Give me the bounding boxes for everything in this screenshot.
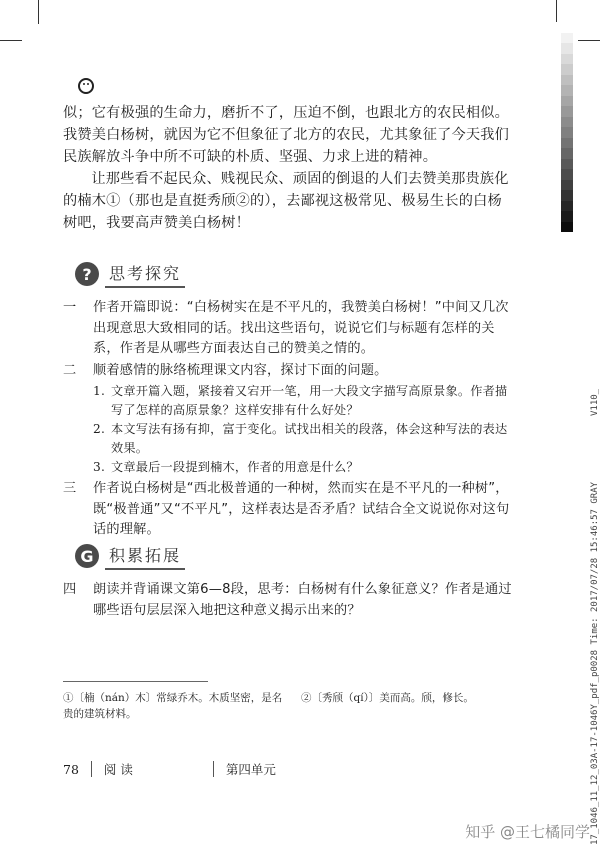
question-mark-icon: ?	[75, 262, 99, 286]
footer-separator	[91, 761, 92, 777]
section-title: 积累拓展	[105, 543, 185, 570]
footnotes	[63, 690, 513, 722]
printer-metadata: 17_1046_11_12_03A-17-1046Y_pdf_p0028 Time: 2017/07/28 15:46:57 GRAY	[590, 481, 600, 845]
sub-question-text: 文章开篇入题，紧接着又宕开一笔，用一大段文字描写高原景象。作者描写了怎样的高原景象？这样安排有什么好处？	[111, 384, 508, 417]
sub-question-item	[63, 420, 513, 458]
question-item	[63, 479, 513, 541]
question-text: 作者开篇即说：“白杨树实在是不平凡的，我赞美白杨树！”中间又几次出现意思大致相同的话。找出这些语句，说说它们与标题有怎样的关系，作者是从哪些方面表达自己的赞美之情的。	[93, 300, 509, 356]
question-text: 作者说白杨树是“西北极普通的一种树，然而实在是不平凡的一种树”，既“极普通”又“不平凡”，这样表达是否矛盾？试结合全文说说你对这句话的理解。	[93, 481, 510, 537]
smiley-icon	[78, 78, 94, 94]
body-paragraph-1: 似；它有极强的生命力，磨折不了，压迫不倒，也跟北方的农民相似。我赞美白杨树，就因为它不但象征了北方的农民，尤其象征了今天我们民族解放斗争中所不可缺的朴质、坚强、力求上进的精神。	[63, 105, 510, 165]
question-item	[63, 298, 513, 360]
question-number: 一	[63, 300, 77, 315]
body-text	[63, 102, 513, 234]
footer-unit-label: 第四单元	[225, 762, 276, 777]
sub-question-text: 文章最后一段提到楠木，作者的用意是什么？	[111, 460, 359, 474]
expand-arrow-icon: G	[75, 544, 99, 568]
body-paragraph-2: 让那些看不起民众、贱视民众、顽固的倒退的人们去赞美那贵族化的楠木①（那也是直挺秀颀②的），去鄙视这极常见、极易生长的白杨树吧，我要高声赞美白杨树！	[63, 171, 509, 231]
section-header-accumulate	[75, 542, 185, 570]
grayscale-calibration-strip	[561, 22, 573, 232]
section-title: 思考探究	[105, 261, 185, 288]
question-number: 三	[63, 481, 77, 496]
question-list-thinking	[63, 298, 513, 542]
section-header-thinking	[75, 260, 185, 288]
page-footer	[63, 760, 276, 778]
footer-separator	[213, 761, 214, 777]
question-text: 顺着感情的脉络梳理课文内容，探讨下面的问题。	[93, 362, 388, 378]
sub-question-number: 1.	[93, 384, 106, 398]
watermark: 知乎 @王七橘同学	[465, 823, 590, 841]
crop-mark-top-right-h	[578, 40, 600, 41]
question-list-accumulate	[63, 580, 513, 622]
sub-question-text: 本文写法有扬有抑，富于变化。试找出相关的段落，体会这种写法的表达效果。	[111, 422, 508, 455]
sub-question-number: 2.	[93, 422, 106, 436]
sub-question-number: 3.	[93, 460, 106, 474]
footnote-1: ①〔楠（nán）木〕常绿乔木。木质坚密，是名贵的建筑材料。	[63, 692, 283, 720]
crop-mark-top-left-v	[38, 0, 39, 24]
footer-section-label: 阅 读	[103, 762, 133, 777]
question-number: 二	[63, 362, 77, 378]
footnote-divider	[63, 681, 208, 682]
page-number: 78	[63, 761, 79, 777]
footnote-2: ②〔秀颀（qí）〕美而高。颀，修长。	[301, 692, 474, 704]
question-text: 朗读并背诵课文第6—8段，思考：白杨树有什么象征意义？作者是通过哪些语句层层深入地把这种意义揭示出来的？	[93, 582, 512, 618]
question-number: 四	[63, 582, 77, 597]
sub-question-item	[63, 458, 513, 477]
question-item	[63, 361, 513, 382]
question-item	[63, 580, 513, 621]
printer-code: V110_	[590, 388, 600, 416]
crop-mark-top-right-v	[556, 0, 557, 22]
sub-question-item	[63, 382, 513, 420]
crop-mark-top-left-h	[0, 40, 22, 41]
